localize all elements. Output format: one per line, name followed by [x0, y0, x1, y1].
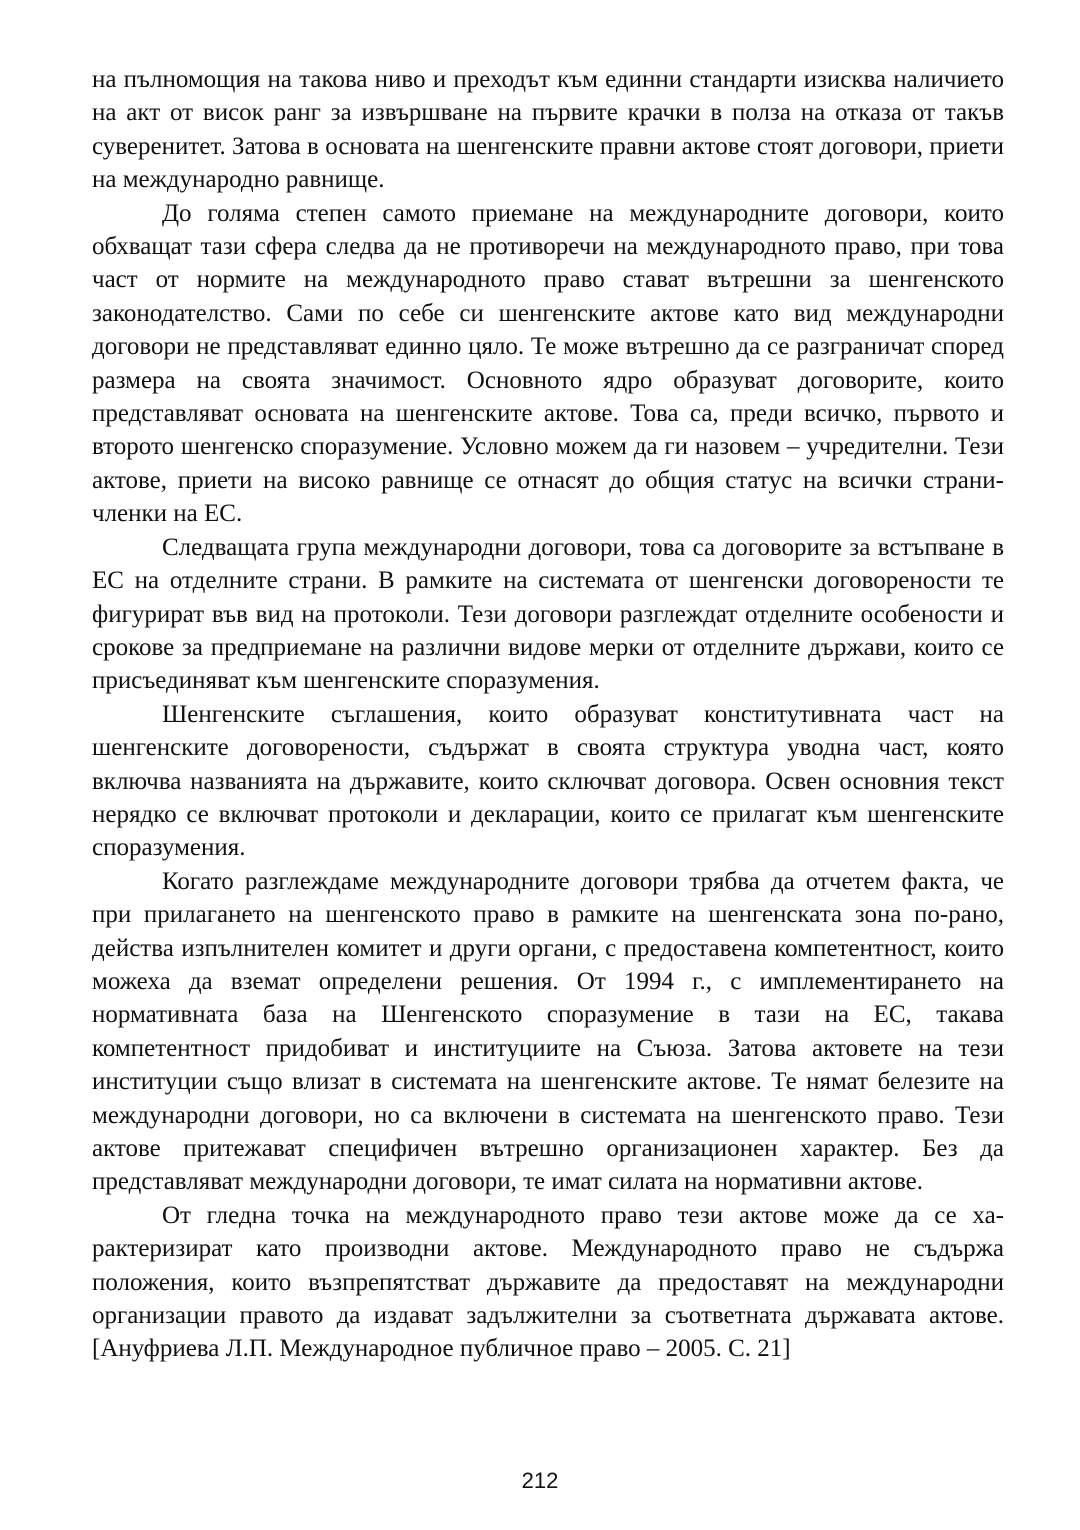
- paragraph-eu-institutions: Когато разглеждаме международните договори трябва да отчетем факта, че при прилагането на шенгенското право в рамките на шенгенската зона по-рано, действа изпълнителен комитет и други органи, с предоставена компетентност, които можеха да вземат определени решения. От 1994 г., с имплементирането на нормативната база на Шенгенското споразумение в тази на ЕС, такава компетентност придобиват и институциите на Съюза. Затова актовете на тези институции също влизат в системата на шенгенските актове. Те нямат белезите на международни договори, но са включени в системата на шенгенското право. Тези актове притежават специфичен вътрешно организационен характер. Без да представляват международни договори, те имат силата на нормативни актове.: [92, 867, 1004, 1196]
- page-number: 212: [521, 1468, 559, 1493]
- paragraph-derived-acts: От гледна точка на международното право тези актове може да се характеризират като производни актове. Международното право не съдържа положения, които възпрепятстват държавите да предоставят на международни организации правото да издават задължителни за съответната държавата актове. [Ануфриева Л.П. Международное публичное право – 2005. С. 21]: [92, 1201, 1004, 1363]
- paragraph-accession-treaties: Следващата група международни договори, това са договорите за встъпване в ЕС на отделните страни. В рамките на системата от шенгенски договорености те фигурират във вид на протоколи. Тези договори разглеждат отделните особености и срокове за предприемане на различни видове мерки от отделните държави, които се присъединяват към шенгенските споразумения.: [92, 533, 1004, 695]
- paragraph-treaties-scope: До голяма степен самото приемане на международните договори, които обхващат тази сфера следва да не противоречи на международното право, при това част от нормите на международното право стават вътрешни за шенгенското законодателство. Сами по себе си шенгенските актове като вид международни договори не представляват единно цяло. Те може вътрешно да се разграничат според размера на своята значимост. Основното ядро образуват договорите, които представляват основата на шенгенските актове. Това са, преди всичко, първото и второто шенгенско споразумение. Условно можем да ги назовем – учредителни. Тези актове, приети на високо равнище се отнасят до общия статус на всички страни-членки на ЕС.: [92, 199, 1004, 528]
- paragraph-schengen-agreements: Шенгенските съглашения, които образуват конститутивната част на шенгенските договорености, съдържат в своята структура уводна част, която включва названията на държавите, които сключват договора. Освен основния текст нерядко се включват протоколи и декларации, които се прилагат към шенгенските споразумения.: [92, 700, 1004, 862]
- paragraph-continuation: на пълномощия на такова ниво и преходът към единни стандарти изисква наличието на акт от висок ранг за извършване на първите крачки в полза на отказа от такъв суверенитет. Затова в основата на шенгенските правни актове стоят договори, приети на международно равнище.: [92, 66, 1004, 194]
- document-body: [92, 63, 1004, 1366]
